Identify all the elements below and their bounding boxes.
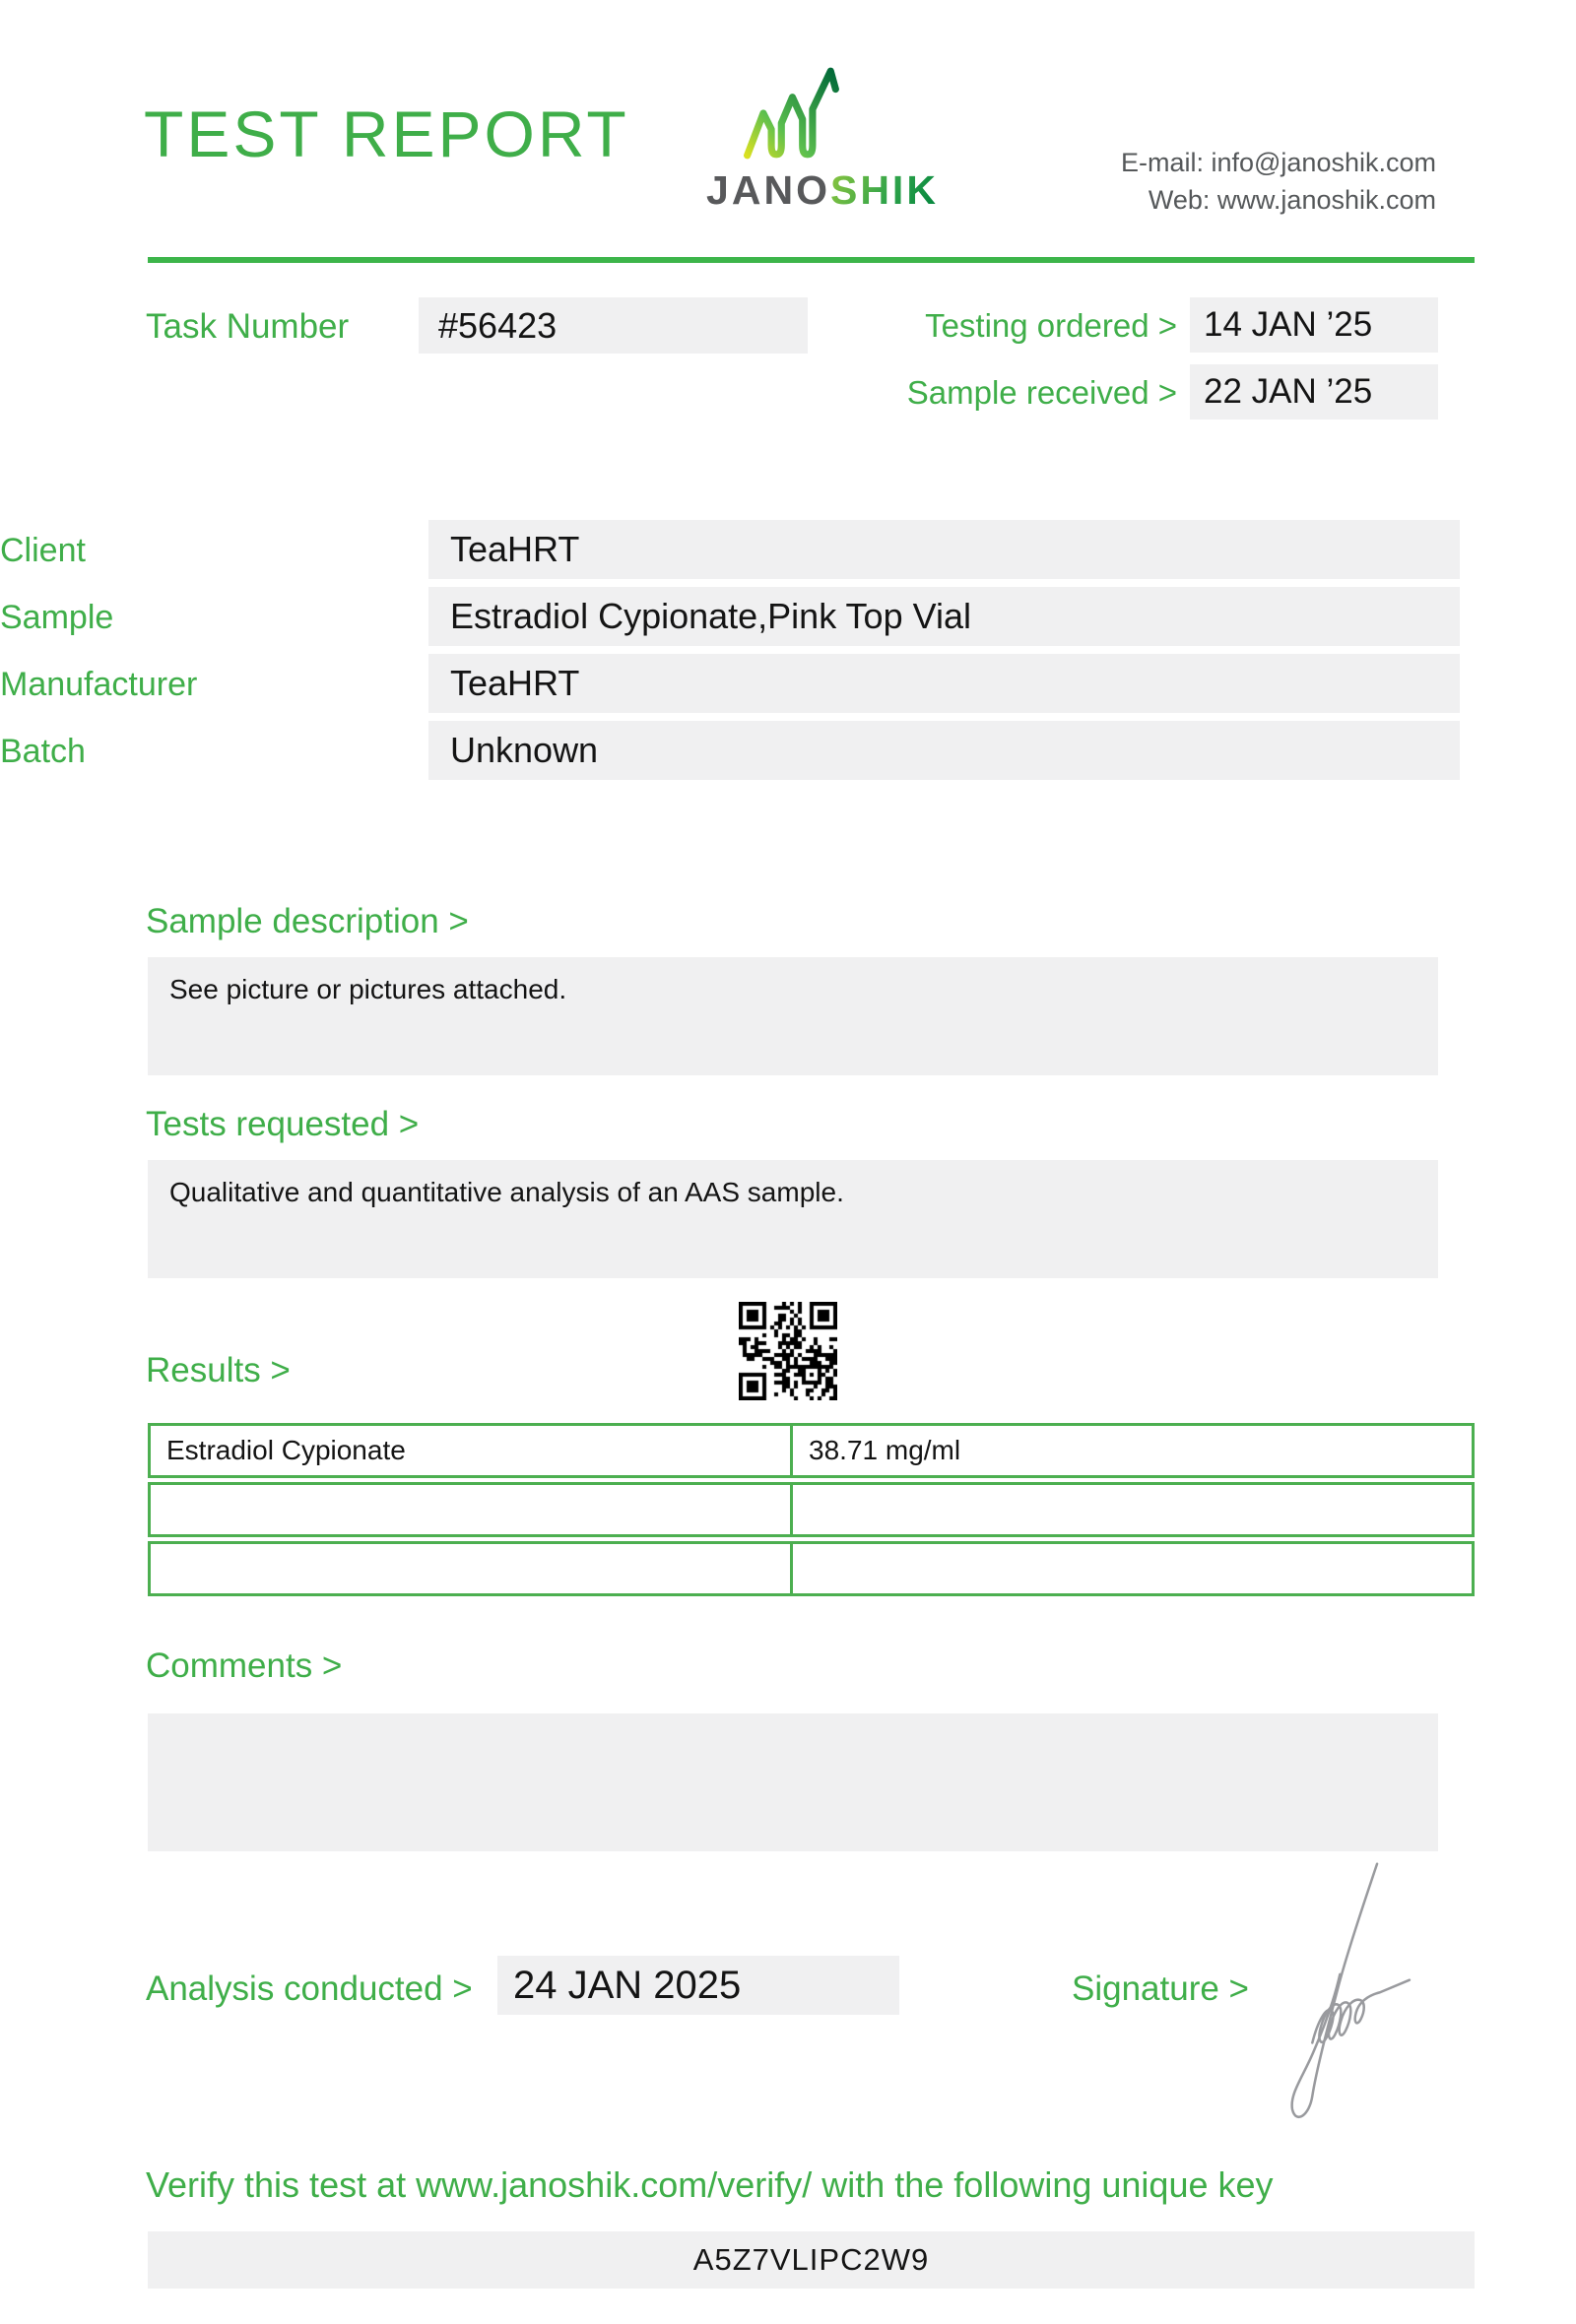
results-table <box>148 1423 1475 1600</box>
signature-scribble <box>1276 1856 1423 2142</box>
verify-instruction: Verify this test at www.janoshik.com/verify/ with the following unique key <box>146 2164 1274 2205</box>
manufacturer-label: Manufacturer <box>0 666 198 703</box>
client-label: Client <box>0 532 86 569</box>
tests-requested-heading: Tests requested > <box>146 1105 420 1143</box>
table-row <box>148 1541 1475 1596</box>
qr-code <box>739 1302 837 1400</box>
batch-value: Unknown <box>428 721 1460 780</box>
testing-ordered-label: Testing ordered > <box>925 307 1177 344</box>
sample-received-label: Sample received > <box>906 374 1177 411</box>
tests-requested-text: Qualitative and quantitative analysis of an AAS sample. <box>169 1177 844 1207</box>
logo-jano-text: JANO <box>706 167 830 213</box>
tests-requested-box <box>148 1160 1438 1278</box>
sample-description-box <box>148 957 1438 1075</box>
result-value-cell: 38.71 mg/ml <box>790 1426 1472 1475</box>
analysis-conducted-label: Analysis conducted > <box>146 1969 473 2008</box>
trend-peaks-chart-icon <box>741 63 844 163</box>
result-analyte-cell <box>151 1544 790 1593</box>
task-number-label: Task Number <box>146 307 350 346</box>
task-number-value: #56423 <box>419 297 808 354</box>
comments-heading: Comments > <box>146 1646 343 1685</box>
analysis-conducted-value: 24 JAN 2025 <box>497 1956 899 2015</box>
contact-block <box>1121 144 1436 219</box>
verify-key: A5Z7VLIPC2W9 <box>148 2231 1475 2289</box>
janoshik-logo <box>690 167 955 214</box>
page-title: TEST REPORT <box>144 97 629 170</box>
client-value: TeaHRT <box>428 520 1460 579</box>
sample-received-value: 22 JAN ’25 <box>1190 364 1438 420</box>
result-analyte-cell: Estradiol Cypionate <box>166 1435 406 1465</box>
testing-ordered-value: 14 JAN ’25 <box>1190 297 1438 353</box>
web-text: Web: www.janoshik.com <box>1148 185 1436 215</box>
email-text: E-mail: info@janoshik.com <box>1120 148 1436 177</box>
signature-label: Signature > <box>1072 1969 1249 2008</box>
sample-value: Estradiol Cypionate,Pink Top Vial <box>428 587 1460 646</box>
header-divider <box>148 257 1475 263</box>
table-row <box>148 1423 1475 1478</box>
sample-label: Sample <box>0 599 114 636</box>
sample-description-text: See picture or pictures attached. <box>169 974 567 1004</box>
comments-box <box>148 1713 1438 1851</box>
logo-shik-text: SHIK <box>829 167 939 213</box>
table-row <box>148 1482 1475 1537</box>
sample-description-heading: Sample description > <box>146 902 469 940</box>
manufacturer-value: TeaHRT <box>428 654 1460 713</box>
batch-label: Batch <box>0 733 86 770</box>
result-analyte-cell <box>151 1485 790 1534</box>
result-value-cell <box>790 1544 1472 1593</box>
result-value-cell <box>790 1485 1472 1534</box>
results-heading: Results > <box>146 1351 291 1389</box>
